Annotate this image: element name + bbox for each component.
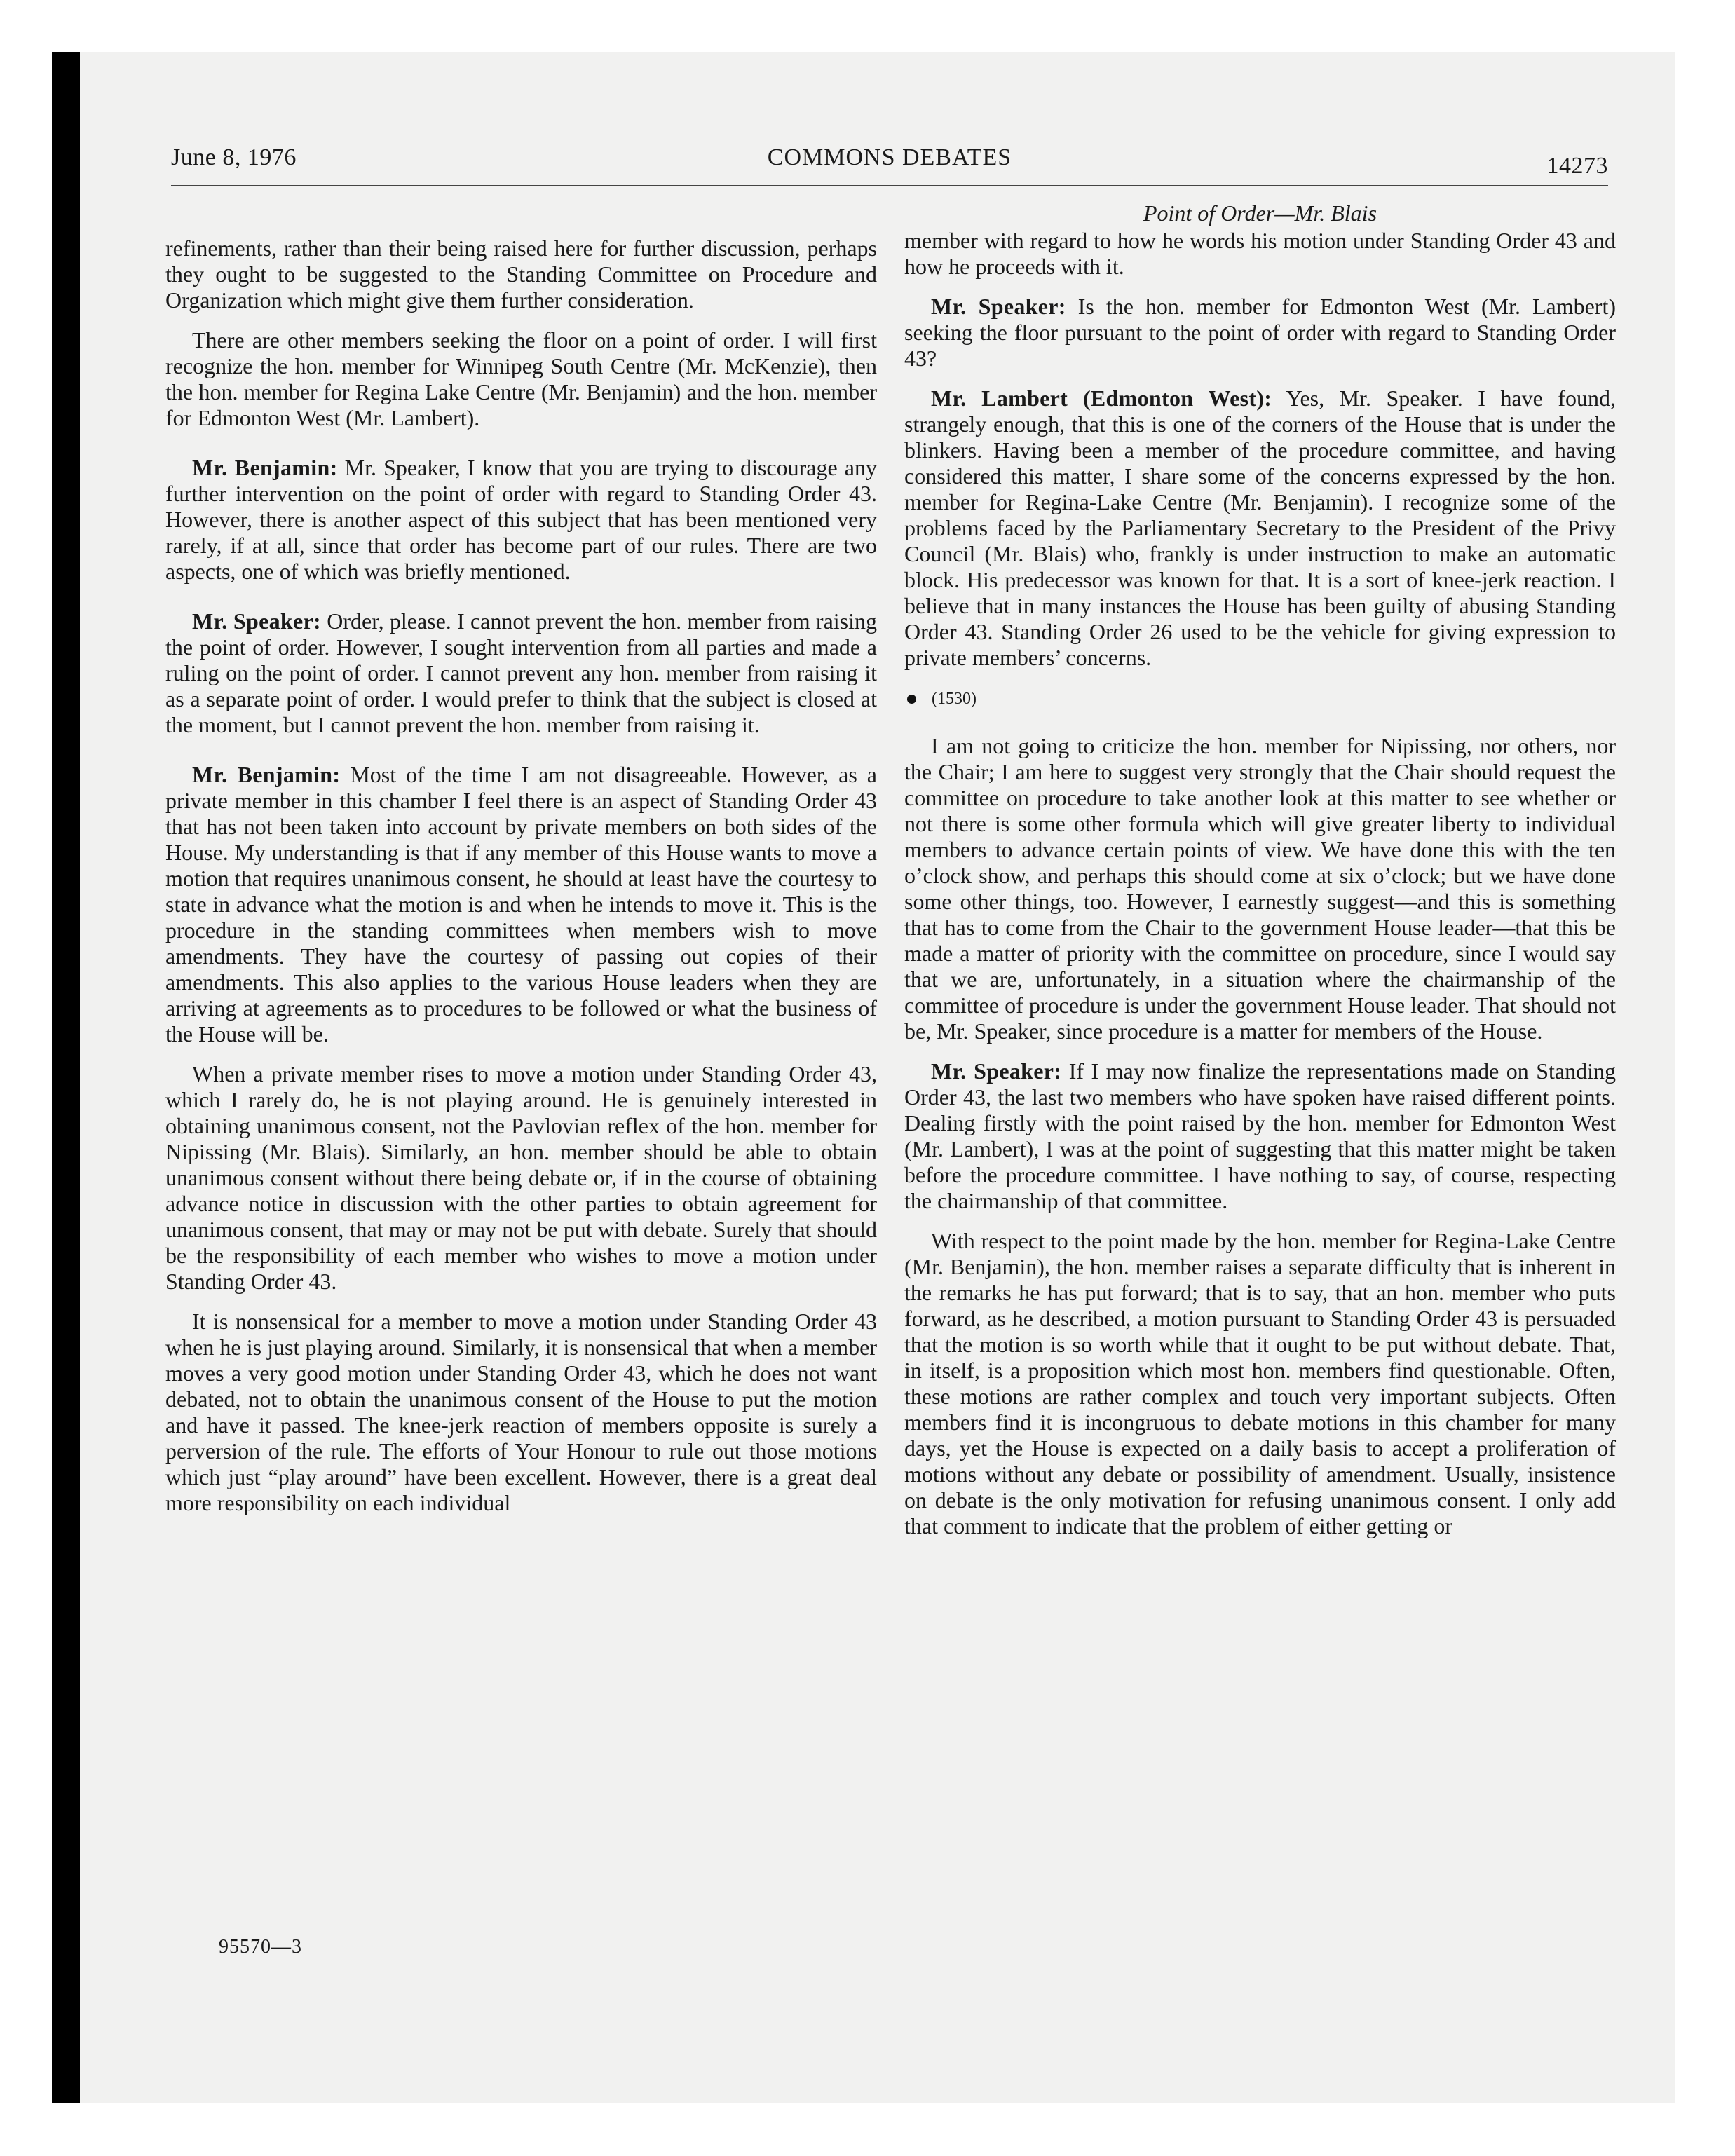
speaker-name: Mr. Speaker: — [192, 608, 321, 634]
left-column — [165, 236, 877, 1530]
running-head: Point of Order—Mr. Blais — [1143, 200, 1377, 226]
paragraph-text: refinements, rather than their being raised here for further discussion, perhaps they ought to be suggested to the Standing Committee on Procedure and Organization which might give them further consideration. — [165, 236, 877, 313]
paragraph-text: I am not going to criticize the hon. member for Nipissing, nor others, nor the Chair; I am here to suggest very strongly that the Chair should request the committee on procedure to take another look at this matter to see whether or not there is some other formula which will give greater liberty to individual members to advance certain points of view. We have done this with the ten o’clock show, and perhaps this should come at six o’clock; but we have done some other things, too. However, I earnestly suggest—and this is something that has to come from the Chair to the government House leader—that this be made a matter of priority with the committee on procedure, since I would say that we are, unfortunately, in a situation where the chairmanship of the committee of procedure is under the government House leader. That should not be, Mr. Speaker, since procedure is a matter for members of the House. — [904, 733, 1616, 1044]
paragraph-text: With respect to the point made by the hon. member for Regina-Lake Centre (Mr. Benjamin), the hon. member raises a separate difficulty that is inherent in the remarks he has put forward; that is to say, that an hon. member who puts forward, as he described, a motion pursuant to Standing Order 43 is persuaded that the motion is so worth while that it ought to be put without debate. That, in itself, is a proposition which most hon. members find questionable. Often, these motions are rather complex and touch very important subjects. Often members find it is incongruous to debate motions in this chamber for many days, yet the House is expected on a daily basis to accept a proliferation of motions without any debate or possibility of amendment. Usually, insistence on debate is the only motivation for refusing unanimous consent. I only add that comment to indicate that the problem of either getting or — [904, 1228, 1616, 1538]
speaker-name: Mr. Speaker: — [931, 1058, 1062, 1084]
paragraph-text: Order, please. I cannot prevent the hon. member from raising the point of order. However, I sought intervention from all parties and made a ruling on the point of order. I cannot prevent any hon. member from raising it as a separate point of order. I would prefer to think that the subject is closed at the moment, but I cannot prevent the hon. member from raising it. — [165, 608, 878, 737]
speaker-name: Mr. Lambert (Edmonton West): — [931, 386, 1272, 411]
paragraph-text: Most of the time I am not disagreeable. However, as a private member in this chamber I feel there is an aspect of Standing Order 43 that has not been taken into account by private members on both sides of the House. My understanding is that if any member of this House wants to move a motion that requires unanimous consent, he should at least have the courtesy to state in advance what the motion is and when he intends to move it. This is the procedure in the standing committees when members wish to move amendments. They have the courtesy of passing out copies of their amendments. This also applies to the various House leaders when they are arriving at agreements as to procedures to be followed or what the business of the House will be. — [165, 762, 878, 1046]
right-column — [904, 200, 1616, 1553]
paragraph — [904, 1058, 1616, 1214]
speaker-name: Mr. Benjamin: — [192, 762, 341, 787]
paragraph — [904, 1228, 1616, 1539]
paragraph — [904, 228, 1616, 280]
paragraph-text: Yes, Mr. Speaker. I have found, strangely enough, that this is one of the corners of the House that is under the blinkers. Having been a member of the procedure committee, and having considered this matter, I share some of the concerns expressed by the hon. member for Regina-Lake Centre (Mr. Benjamin). I recognize some of the problems faced by the Parliamentary Secretary to the President of the Privy Council (Mr. Blais) who, frankly is under instruction to make an automatic block. His predecessor was known for that. It is a sort of knee-jerk reaction. I believe that in many instances the House has been guilty of abusing Standing Order 43. Standing Order 26 used to be the vehicle for giving expression to private members’ concerns. — [904, 386, 1617, 670]
paragraph-text: member with regard to how he words his motion under Standing Order 43 and how he proceeds with it. — [904, 228, 1616, 279]
paragraph — [165, 1061, 877, 1295]
header-date: June 8, 1976 — [171, 144, 297, 170]
paragraph — [165, 762, 877, 1047]
paragraph — [904, 733, 1616, 1044]
scan-edge — [52, 52, 80, 2103]
paragraph — [165, 236, 877, 313]
time-mark-label: (1530) — [932, 690, 977, 708]
bullet-icon — [907, 695, 916, 704]
page-footer-code: 95570—3 — [219, 1936, 302, 1958]
paragraph-text: Mr. Speaker, I know that you are trying to discourage any further intervention on the point of order with regard to Standing Order 43. However, there is another aspect of this subject that has been mentioned very rarely, if at all, since that order has become part of our rules. There are two aspects, one of which was briefly mentioned. — [165, 455, 878, 584]
paragraph — [165, 608, 877, 738]
paragraph-text: When a private member rises to move a motion under Standing Order 43, which I rarely do, he is not playing around. He is genuinely interested in obtaining unanimous consent, not the Pavlovian reflex of the hon. member for Nipissing (Mr. Blais). Similarly, an hon. member should be able to obtain unanimous consent without there being debate or, if in the course of obtaining advance notice in discussion with the other parties to obtain agreement for unanimous consent, that may or may not be put with debate. Surely that should be the responsibility of each member who wishes to move a motion under Standing Order 43. — [165, 1061, 877, 1294]
paragraph — [904, 386, 1616, 671]
paragraph — [165, 455, 877, 585]
speaker-name: Mr. Speaker: — [931, 294, 1066, 319]
paragraph — [904, 294, 1616, 371]
header-page-number: 14273 — [1546, 153, 1608, 179]
header-title: COMMONS DEBATES — [767, 144, 1012, 170]
paragraph-text: If I may now finalize the representations made on Standing Order 43, the last two members who have spoken have raised different points. Dealing firstly with the point raised by the hon. member for Edmonton West (Mr. Lambert), I was at the point of suggesting that this matter might be taken before the procedure committee. I have nothing to say, of course, respecting the chairmanship of that committee. — [904, 1058, 1617, 1213]
paragraph — [165, 327, 877, 431]
paragraph-text: There are other members seeking the floor on a point of order. I will first recognize the hon. member for Winnipeg South Centre (Mr. McKenzie), then the hon. member for Regina Lake Centre (Mr. Benjamin) and the hon. member for Edmonton West (Mr. Lambert). — [165, 327, 877, 430]
speaker-name: Mr. Benjamin: — [192, 455, 338, 480]
paragraph-text: It is nonsensical for a member to move a motion under Standing Order 43 when he is just playing around. Similarly, it is nonsensical that when a member moves a very good motion under Standing Order 43, which he does not want debated, not to obtain the unanimous consent of the House to put the motion and have it passed. The knee-jerk reaction of members opposite is surely a perversion of the rule. The efforts of Your Honour to rule out those motions which just “play around” have been excellent. However, there is a great deal more responsibility on each individual — [165, 1309, 877, 1515]
page-header — [171, 144, 1608, 186]
paragraph-text: Is the hon. member for Edmonton West (Mr. Lambert) seeking the floor pursuant to the point of order with regard to Standing Order 43? — [904, 294, 1616, 371]
paragraph — [165, 1309, 877, 1516]
time-mark — [904, 686, 1616, 712]
